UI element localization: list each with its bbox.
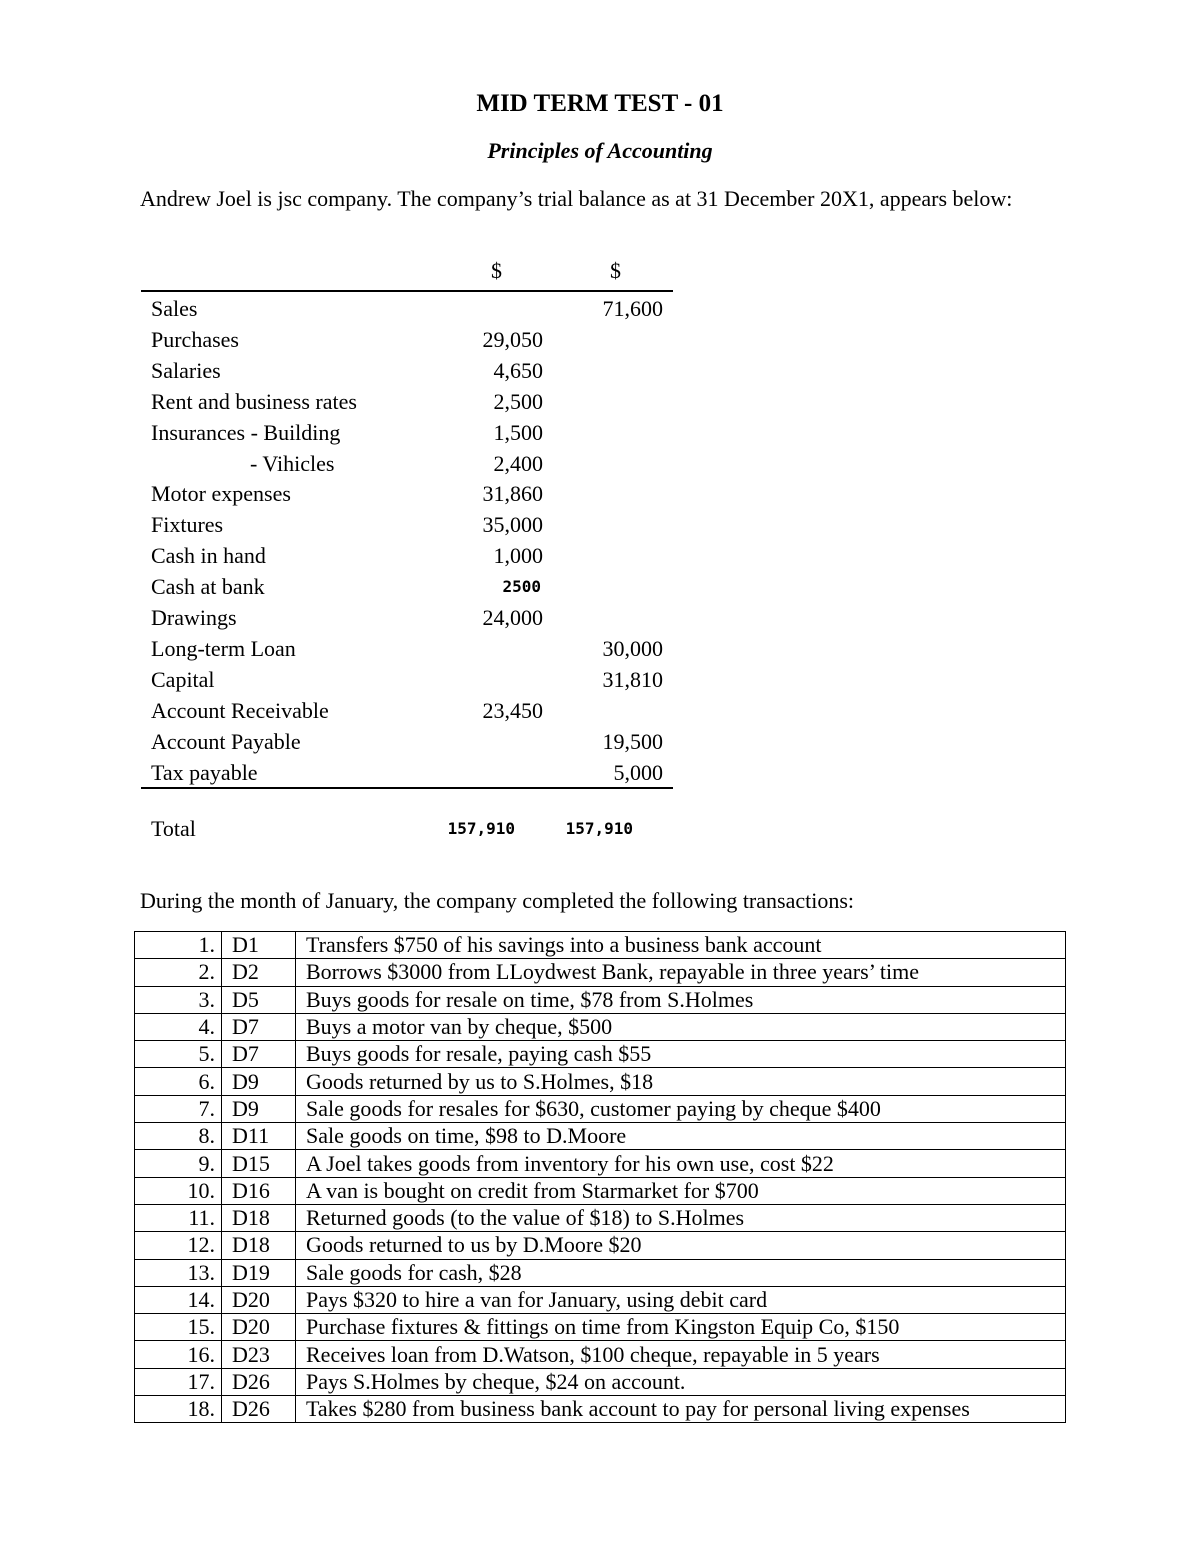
transaction-number: 14. — [135, 1286, 222, 1313]
transaction-description: Sale goods for cash, $28 — [296, 1259, 1066, 1286]
debit-amount: 35,000 — [482, 512, 543, 538]
credit-amount: 30,000 — [602, 635, 663, 661]
transaction-day: D26 — [222, 1396, 296, 1423]
transaction-description: Buys a motor van by cheque, $500 — [296, 1013, 1066, 1040]
transaction-description: Receives loan from D.Watson, $100 cheque, repayable in 5 years — [296, 1341, 1066, 1368]
credit-amount: 19,500 — [602, 728, 663, 754]
transaction-number: 7. — [135, 1095, 222, 1122]
debit-amount: 24,000 — [482, 605, 543, 630]
transaction-row — [135, 959, 1066, 986]
transaction-description: Returned goods (to the value of $18) to S.Holmes — [296, 1204, 1066, 1231]
trial-balance-row — [141, 417, 673, 448]
transaction-description: Buys goods for resale, paying cash $55 — [296, 1041, 1066, 1068]
trial-balance-row — [141, 726, 673, 757]
trial-balance-row — [141, 386, 673, 417]
account-label: Drawings — [151, 605, 237, 630]
total-debit: 157,910 — [447, 819, 515, 838]
transaction-row — [135, 1068, 1066, 1095]
transaction-row — [135, 1286, 1066, 1313]
account-label: Insurances - Building — [151, 419, 341, 445]
account-label: Motor expenses — [151, 481, 291, 507]
trial-balance-row — [141, 695, 673, 726]
debit-amount: 23,450 — [482, 697, 543, 723]
account-label: Capital — [151, 666, 215, 692]
transaction-row — [135, 1259, 1066, 1286]
transaction-number: 9. — [135, 1150, 222, 1177]
total-rule — [141, 787, 673, 789]
transaction-number: 6. — [135, 1068, 222, 1095]
account-label: Long-term Loan — [151, 635, 296, 661]
transaction-description: Borrows $3000 from LLoydwest Bank, repayable in three years’ time — [296, 959, 1066, 986]
trial-balance-row — [141, 355, 673, 386]
transaction-description: Sale goods for resales for $630, customer paying by cheque $400 — [296, 1095, 1066, 1122]
transaction-description: Takes $280 from business bank account to pay for personal living expenses — [296, 1396, 1066, 1423]
debit-column-header: $ — [491, 258, 502, 283]
transaction-number: 3. — [135, 986, 222, 1013]
transactions-intro: During the month of January, the company completed the following transactions: — [140, 888, 855, 913]
transaction-day: D16 — [222, 1177, 296, 1204]
debit-amount: 1,500 — [493, 419, 543, 445]
transactions-table — [134, 931, 1066, 1423]
transaction-description: A van is bought on credit from Starmarket for $700 — [296, 1177, 1066, 1204]
account-label: - Vihicles — [151, 450, 335, 476]
transaction-row — [135, 1396, 1066, 1423]
debit-amount: 1,000 — [493, 543, 543, 569]
transaction-description: Buys goods for resale on time, $78 from S.Holmes — [296, 986, 1066, 1013]
transaction-row — [135, 1013, 1066, 1040]
transaction-number: 10. — [135, 1177, 222, 1204]
transaction-number: 2. — [135, 959, 222, 986]
transaction-number: 17. — [135, 1368, 222, 1395]
transaction-description: A Joel takes goods from inventory for his own use, cost $22 — [296, 1150, 1066, 1177]
trial-balance-row — [141, 324, 673, 355]
account-label: Cash at bank — [151, 574, 265, 600]
transaction-row — [135, 1095, 1066, 1122]
transaction-description: Goods returned to us by D.Moore $20 — [296, 1232, 1066, 1259]
transaction-row — [135, 1041, 1066, 1068]
transaction-row — [135, 1150, 1066, 1177]
transaction-day: D7 — [222, 1041, 296, 1068]
debit-amount: 31,860 — [482, 481, 543, 507]
trial-balance-row — [141, 602, 673, 633]
transaction-row — [135, 1314, 1066, 1341]
transaction-day: D26 — [222, 1368, 296, 1395]
debit-amount: 29,050 — [482, 326, 543, 352]
transaction-row — [135, 1204, 1066, 1231]
transaction-description: Goods returned by us to S.Holmes, $18 — [296, 1068, 1066, 1095]
page-title: MID TERM TEST - 01 — [476, 90, 724, 117]
transaction-day: D2 — [222, 959, 296, 986]
transaction-row — [135, 1368, 1066, 1395]
credit-amount: 5,000 — [613, 759, 663, 785]
trial-balance-row — [141, 509, 673, 540]
transaction-day: D18 — [222, 1232, 296, 1259]
trial-balance-row — [141, 448, 673, 479]
transaction-row — [135, 1123, 1066, 1150]
transaction-row — [135, 986, 1066, 1013]
transaction-day: D9 — [222, 1095, 296, 1122]
account-label: Purchases — [151, 326, 239, 352]
credit-column-header: $ — [610, 258, 621, 283]
transaction-number: 12. — [135, 1232, 222, 1259]
transaction-day: D7 — [222, 1013, 296, 1040]
debit-amount: 2,400 — [493, 450, 543, 476]
transaction-day: D20 — [222, 1314, 296, 1341]
account-label: Tax payable — [151, 759, 258, 785]
debit-amount: 4,650 — [493, 357, 543, 383]
trial-balance-row — [141, 664, 673, 695]
transaction-row — [135, 1177, 1066, 1204]
transaction-number: 16. — [135, 1341, 222, 1368]
credit-amount: 71,600 — [602, 296, 663, 321]
transaction-number: 1. — [135, 932, 222, 959]
transaction-day: D15 — [222, 1150, 296, 1177]
debit-amount: 2500 — [502, 577, 541, 597]
account-label: Cash in hand — [151, 543, 266, 569]
debit-amount: 2,500 — [493, 388, 543, 414]
transaction-description: Sale goods on time, $98 to D.Moore — [296, 1123, 1066, 1150]
account-label: Account Receivable — [151, 697, 329, 723]
transaction-day: D20 — [222, 1286, 296, 1313]
transaction-description: Pays S.Holmes by cheque, $24 on account. — [296, 1368, 1066, 1395]
trial-balance-total-row — [141, 813, 673, 844]
transaction-day: D1 — [222, 932, 296, 959]
transaction-number: 18. — [135, 1396, 222, 1423]
trial-balance-row — [141, 540, 673, 571]
account-label: Account Payable — [151, 728, 301, 754]
trial-balance-row — [141, 757, 673, 788]
transaction-number: 15. — [135, 1314, 222, 1341]
transaction-description: Pays $320 to hire a van for January, using debit card — [296, 1286, 1066, 1313]
trial-balance-row — [141, 633, 673, 664]
credit-amount: 31,810 — [602, 666, 663, 692]
transaction-day: D18 — [222, 1204, 296, 1231]
transaction-number: 8. — [135, 1123, 222, 1150]
transaction-row — [135, 932, 1066, 959]
account-label: Sales — [151, 296, 198, 321]
page-subtitle: Principles of Accounting — [487, 138, 713, 163]
transaction-day: D5 — [222, 986, 296, 1013]
account-label: Rent and business rates — [151, 388, 357, 414]
account-label: Fixtures — [151, 512, 224, 538]
transaction-day: D23 — [222, 1341, 296, 1368]
header-rule — [141, 290, 673, 292]
transaction-number: 5. — [135, 1041, 222, 1068]
transaction-day: D19 — [222, 1259, 296, 1286]
total-label: Total — [151, 816, 196, 841]
trial-balance-row — [141, 293, 673, 324]
transaction-row — [135, 1341, 1066, 1368]
transaction-description: Purchase fixtures & fittings on time from Kingston Equip Co, $150 — [296, 1314, 1066, 1341]
transaction-number: 11. — [135, 1204, 222, 1231]
intro-paragraph: Andrew Joel is jsc company. The company’s trial balance as at 31 December 20X1, appears below: — [140, 186, 1013, 211]
transaction-day: D9 — [222, 1068, 296, 1095]
trial-balance-row — [141, 571, 673, 602]
total-credit: 157,910 — [565, 819, 633, 838]
transaction-day: D11 — [222, 1123, 296, 1150]
transaction-number: 4. — [135, 1013, 222, 1040]
trial-balance-row — [141, 478, 673, 509]
transaction-number: 13. — [135, 1259, 222, 1286]
account-label: Salaries — [151, 357, 221, 383]
transaction-row — [135, 1232, 1066, 1259]
transaction-description: Transfers $750 of his savings into a business bank account — [296, 932, 1066, 959]
